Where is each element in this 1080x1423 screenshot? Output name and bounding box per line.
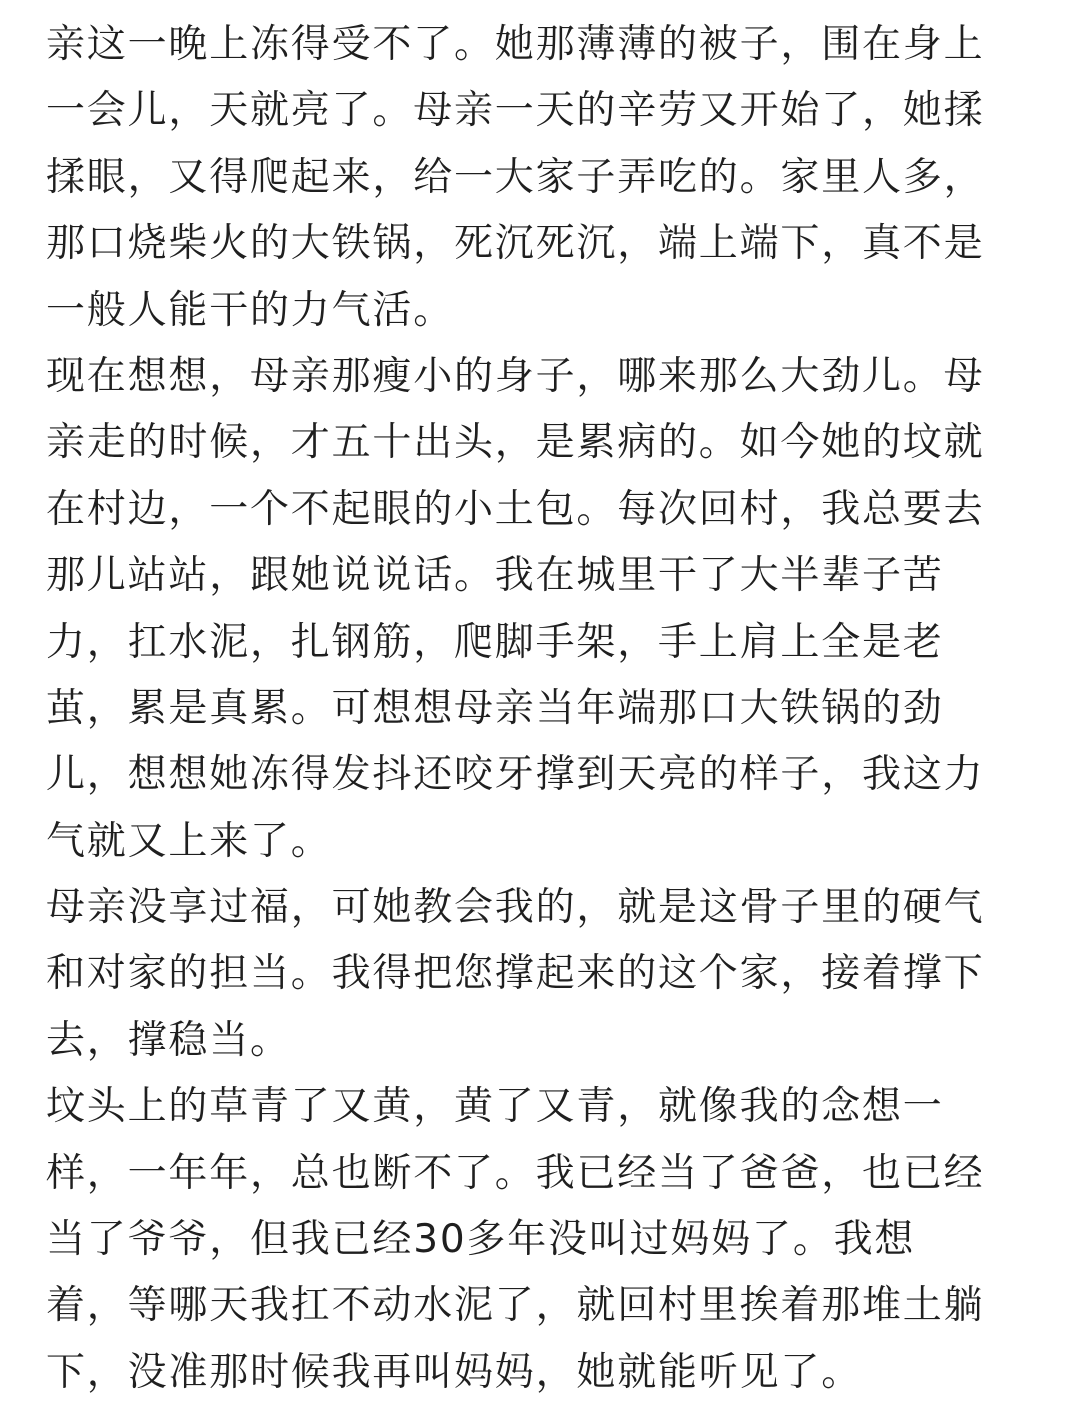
text-line: 那儿站站，跟她说说话。我在城里干了大半辈子苦 xyxy=(46,553,944,599)
text-line: 下，没准那时候我再叫妈妈，她就能听见了。 xyxy=(46,1349,863,1395)
text-line: 揉眼，又得爬起来，给一大家子弄吃的。家里人多， xyxy=(46,154,985,200)
text-line: 那口烧柴火的大铁锅，死沉死沉，端上端下，真不是 xyxy=(46,221,985,267)
text-line: 当了爷爷，但我已经30多年没叫过妈妈了。我想 xyxy=(46,1217,916,1263)
text-line: 在村边，一个不起眼的小土包。每次回村，我总要去 xyxy=(46,486,985,532)
text-line: 气就又上来了。 xyxy=(46,818,332,864)
text-line: 样，一年年，总也断不了。我已经当了爸爸，也已经 xyxy=(46,1150,985,1196)
text-line: 一会儿，天就亮了。母亲一天的辛劳又开始了，她揉 xyxy=(46,88,985,134)
text-line: 和对家的担当。我得把您撑起来的这个家，接着撑下 xyxy=(46,951,985,997)
text-line: 亲这一晚上冻得受不了。她那薄薄的被子，围在身上 xyxy=(46,22,985,67)
text-line: 一般人能干的力气活。 xyxy=(46,287,455,333)
text-line: 茧，累是真累。可想想母亲当年端那口大铁锅的劲 xyxy=(46,685,944,731)
text-line: 力，扛水泥，扎钢筋，爬脚手架，手上肩上全是老 xyxy=(46,619,944,665)
text-line: 去，撑稳当。 xyxy=(46,1017,291,1063)
article-text xyxy=(46,12,1036,1406)
text-line: 着，等哪天我扛不动水泥了，就回村里挨着那堆土躺 xyxy=(46,1283,985,1329)
text-line: 现在想想，母亲那瘦小的身子，哪来那么大劲儿。母 xyxy=(46,353,985,399)
text-line: 亲走的时候，才五十出头，是累病的。如今她的坟就 xyxy=(46,420,985,466)
text-line: 儿，想想她冻得发抖还咬牙撑到天亮的样子，我这力 xyxy=(46,752,985,798)
text-line: 母亲没享过福，可她教会我的，就是这骨子里的硬气 xyxy=(46,885,985,931)
text-line: 坟头上的草青了又黄，黄了又青，就像我的念想一 xyxy=(46,1084,944,1130)
